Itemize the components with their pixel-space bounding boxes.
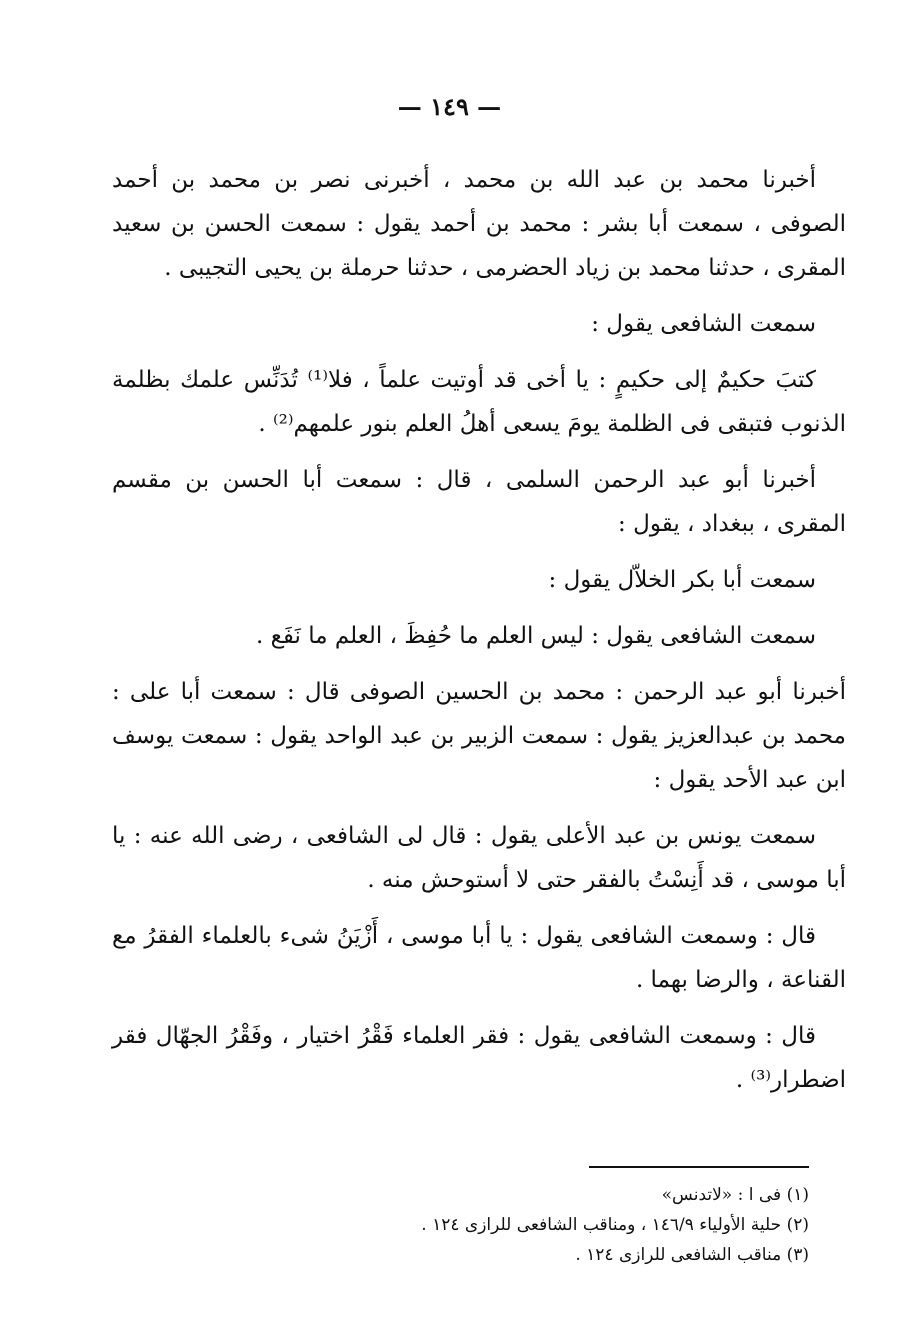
paragraph-1: أخبرنا محمد بن عبد الله بن محمد ، أخبرنى نصر بن محمد بن أحمد الصوفى ، سمعت أبا بشر : محمد بن أحمد يقول : سمعت الحسن بن سعيد المقرى ، حدثنا محمد بن زياد الحضرمى ، حدثنا حرملة بن يحيى التجيبى . bbox=[112, 167, 846, 281]
paragraph-8: سمعت يونس بن عبد الأعلى يقول : قال لى الشافعى ، رضى الله عنه : يا أبا موسى ، قد أَنِسْتُ بالفقر حتى لا أستوحش منه . bbox=[112, 823, 846, 893]
footnote-3: (٣) مناقب الشافعى للرازى ١٢٤ . bbox=[575, 1245, 809, 1265]
paragraph-4: أخبرنا أبو عبد الرحمن السلمى ، قال : سمعت أبا الحسن بن مقسم المقرى ، ببغداد ، يقول : bbox=[112, 467, 846, 537]
footnote-2: (٢) حلية الأولياء ١٤٦/٩ ، ومناقب الشافعى للرازى ١٢٤ . bbox=[421, 1215, 809, 1235]
paragraph-9: قال : وسمعت الشافعى يقول : يا أبا موسى ، أَزْيَنُ شىء بالعلماء الفقرُ مع القناعة ، والرضا بهما . bbox=[112, 923, 846, 993]
body-text bbox=[112, 158, 846, 1114]
paragraph-5: سمعت أبا بكر الخلاّل يقول : bbox=[548, 567, 816, 593]
paragraph-6: سمعت الشافعى يقول : ليس العلم ما حُفِظَ ، العلم ما نَفَع . bbox=[256, 623, 816, 649]
paragraph-10: قال : وسمعت الشافعى يقول : فقر العلماء فَقْرُ اختيار ، وفَقْرُ الجهّال فقر اضطرار⁽³⁾ . bbox=[112, 1023, 846, 1093]
paragraph-2: سمعت الشافعى يقول : bbox=[591, 311, 816, 337]
paragraph-3: كتبَ حكيمٌ إلى حكيمٍ : يا أخى قد أوتيت علماً ، فلا⁽¹⁾ تُدَنِّس علمك بظلمة الذنوب فتبقى فى الظلمة يومَ يسعى أهلُ العلم بنور علمهم⁽²⁾ . bbox=[112, 367, 846, 437]
page-number: — ١٤٩ — bbox=[397, 92, 502, 121]
footnote-1: (١) فى ا : «لاتدنس» bbox=[661, 1185, 809, 1205]
paragraph-7: أخبرنا أبو عبد الرحمن : محمد بن الحسين الصوفى قال : سمعت أبا على : محمد بن عبدالعزيز يقول : سمعت الزبير بن عبد الواحد يقول : سمعت يوسف ابن عبد الأحد يقول : bbox=[112, 679, 846, 793]
footnotes bbox=[109, 1180, 809, 1270]
footnote-divider bbox=[589, 1166, 809, 1168]
